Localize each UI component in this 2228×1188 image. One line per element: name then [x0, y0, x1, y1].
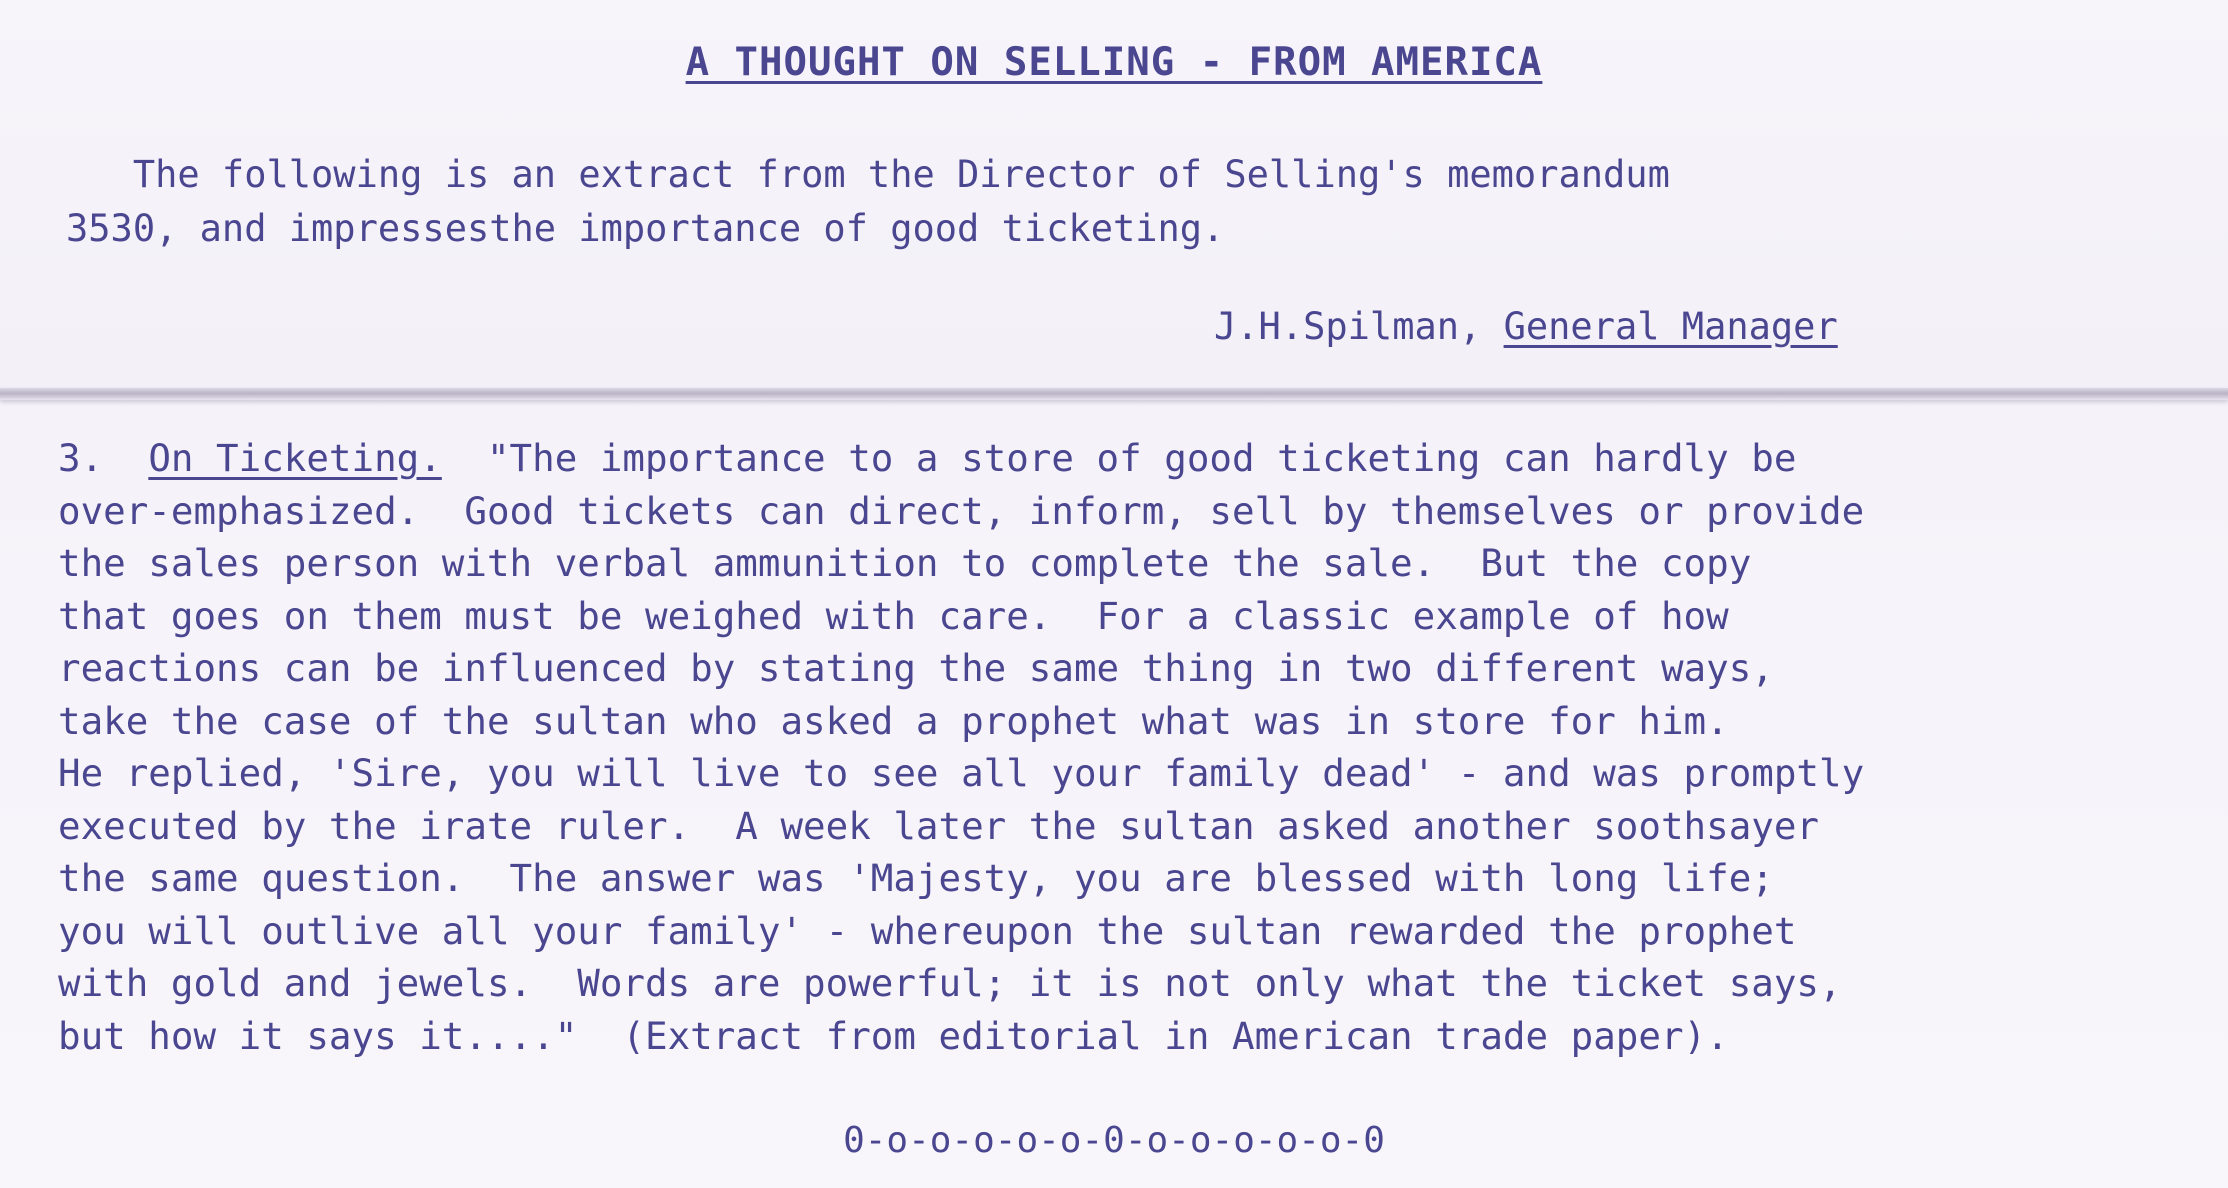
section-paragraph — [58, 432, 2208, 1062]
body-line: reactions can be influenced by stating the same thing in two different ways, — [58, 646, 1774, 690]
signature — [1214, 305, 1838, 348]
intro-line: 3530, and impressesthe importance of good ticketing. — [66, 207, 1225, 250]
body-line: that goes on them must be weighed with care. For a classic example of how — [58, 593, 1729, 638]
body-line: you will outlive all your family' - whereupon the sultan rewarded the prophet — [58, 908, 1797, 953]
page-fold-divider — [0, 388, 2228, 400]
body-line: executed by the irate ruler. A week later the sultan asked another soothsayer — [58, 803, 1819, 848]
section-number: 3. — [58, 436, 104, 480]
intro-line: The following is an extract from the Director of Selling's memorandum — [66, 153, 1670, 196]
body-line: He replied, 'Sire, you will live to see all your family dead' - and was promptly — [58, 751, 1865, 795]
body-line: but how it says it...." (Extract from editorial in American trade paper). — [58, 1013, 1729, 1058]
section-heading: On Ticketing. — [148, 436, 442, 480]
intro-paragraph — [66, 148, 2066, 256]
body-line: the same question. The answer was 'Majesty, you are blessed with long life; — [58, 856, 1774, 900]
signature-position: General Manager — [1503, 305, 1838, 348]
body-line: the sales person with verbal ammunition to complete the sale. But the copy — [58, 541, 1752, 585]
section-separator: 0-o-o-o-o-o-0-o-o-o-o-o-0 — [843, 1120, 1385, 1161]
body-line: with gold and jewels. Words are powerful; it is not only what the ticket says, — [58, 961, 1842, 1005]
signature-name: J.H.Spilman, — [1214, 305, 1482, 348]
body-line: over-emphasized. Good tickets can direct, inform, sell by themselves or provide — [58, 488, 1865, 533]
document-title: A THOUGHT ON SELLING - FROM AMERICA — [685, 40, 1543, 85]
body-line: take the case of the sultan who asked a prophet what was in store for him. — [58, 698, 1729, 743]
body-line: "The importance to a store of good ticketing can hardly be — [441, 436, 1797, 480]
